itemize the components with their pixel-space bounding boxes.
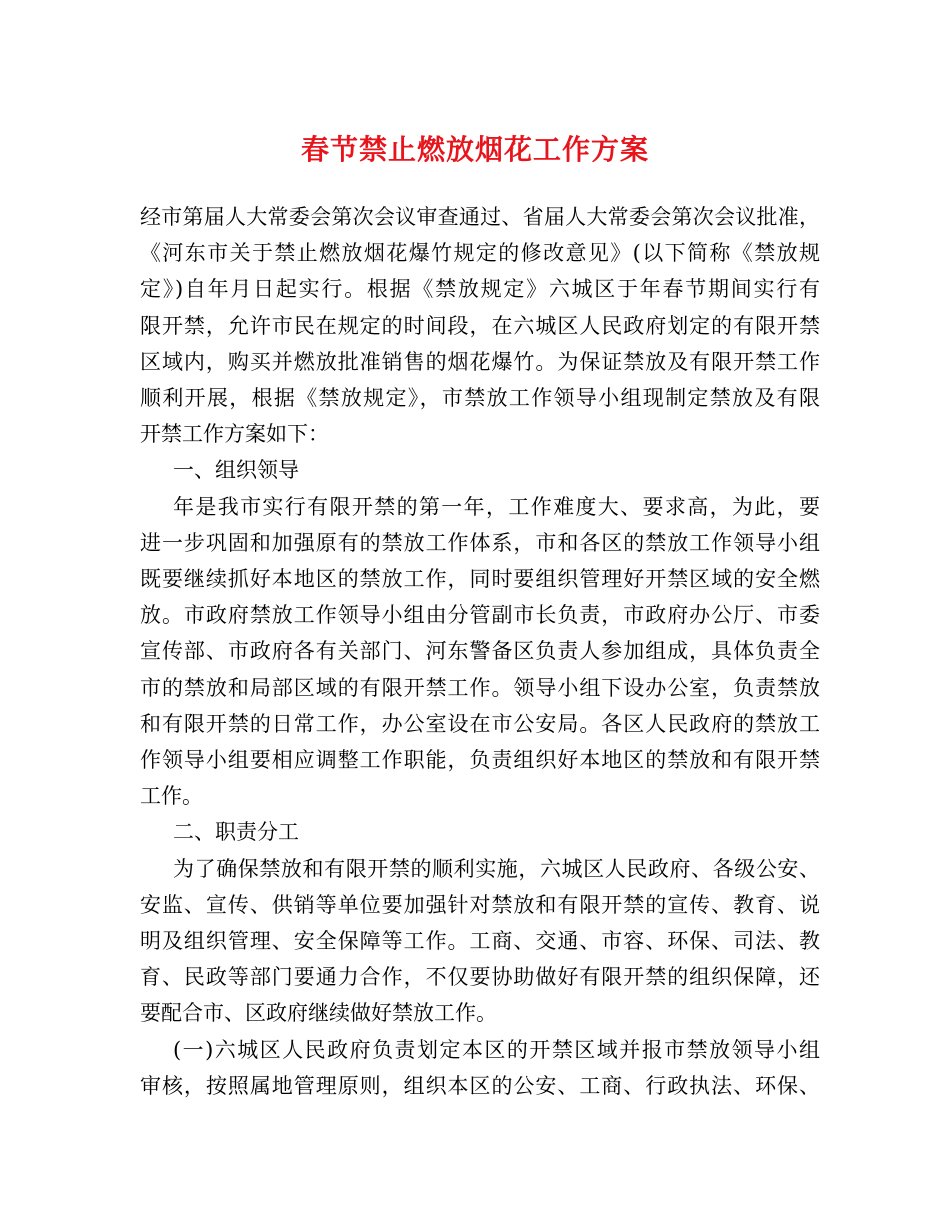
text-line: 年是我市实行有限开禁的第一年，工作难度大、要求高，为此，要	[173, 494, 820, 519]
text-line: 限开禁，允许市民在规定的时间段，在六城区人民政府划定的有限开禁	[140, 313, 820, 338]
text-line: 开禁工作方案如下：	[140, 422, 329, 447]
text-line: 放。市政府禁放工作领导小组由分管副市长负责，市政府办公厅、市委	[140, 603, 820, 628]
text-line: 作领导小组要相应调整工作职能，负责组织好本地区的禁放和有限开禁	[140, 748, 820, 773]
text-line: (一)六城区人民政府负责划定本区的开禁区域并报市禁放领导小组	[173, 1037, 820, 1062]
text-line: 育、民政等部门要通力合作，不仅要协助做好有限开禁的组织保障，还	[140, 965, 820, 990]
text-line: 安监、宣传、供销等单位要加强针对禁放和有限开禁的宣传、教育、说	[140, 892, 820, 917]
section2-paragraph	[140, 851, 820, 1032]
text-line: 市的禁放和局部区域的有限开禁工作。领导小组下设办公室，负责禁放	[140, 675, 820, 700]
text-line: 审核，按照属地管理原则，组织本区的公安、工商、行政执法、环保、	[140, 1073, 820, 1098]
text-line: 宣传部、市政府各有关部门、河东警备区负责人参加组成，具体负责全	[140, 639, 820, 664]
section-heading-responsibilities: 二、职责分工	[173, 820, 299, 845]
document-title: 春节禁止燃放烟花工作方案	[300, 133, 649, 166]
section-heading-organization: 一、组织领导	[173, 458, 299, 483]
item1-paragraph	[140, 1032, 820, 1104]
intro-paragraph	[140, 199, 820, 452]
document-body	[140, 199, 820, 1104]
text-line: 为了确保禁放和有限开禁的顺利实施，六城区人民政府、各级公安、	[173, 856, 820, 881]
text-line: 定》)自年月日起实行。根据《禁放规定》六城区于年春节期间实行有	[140, 277, 820, 302]
text-line: 进一步巩固和加强原有的禁放工作体系，市和各区的禁放工作领导小组	[140, 530, 820, 555]
text-line: 和有限开禁的日常工作，办公室设在市公安局。各区人民政府的禁放工	[140, 711, 820, 736]
text-line: 要配合市、区政府继续做好禁放工作。	[140, 1001, 497, 1026]
text-line: 经市第届人大常委会第次会议审查通过、省届人大常委会第次会议批准，	[140, 205, 820, 229]
text-line: 明及组织管理、安全保障等工作。工商、交通、市容、环保、司法、教	[140, 929, 820, 954]
text-line: 既要继续抓好本地区的禁放工作，同时要组织管理好开禁区域的安全燃	[140, 567, 820, 592]
text-line: 工作。	[140, 784, 203, 809]
text-line: 《河东市关于禁止燃放烟花爆竹规定的修改意见》(以下简称《禁放规	[140, 241, 820, 266]
text-line: 区域内，购买并燃放批准销售的烟花爆竹。为保证禁放及有限开禁工作	[140, 349, 820, 374]
text-line: 顺利开展，根据《禁放规定》，市禁放工作领导小组现制定禁放及有限	[140, 386, 820, 411]
section1-paragraph	[140, 489, 820, 815]
